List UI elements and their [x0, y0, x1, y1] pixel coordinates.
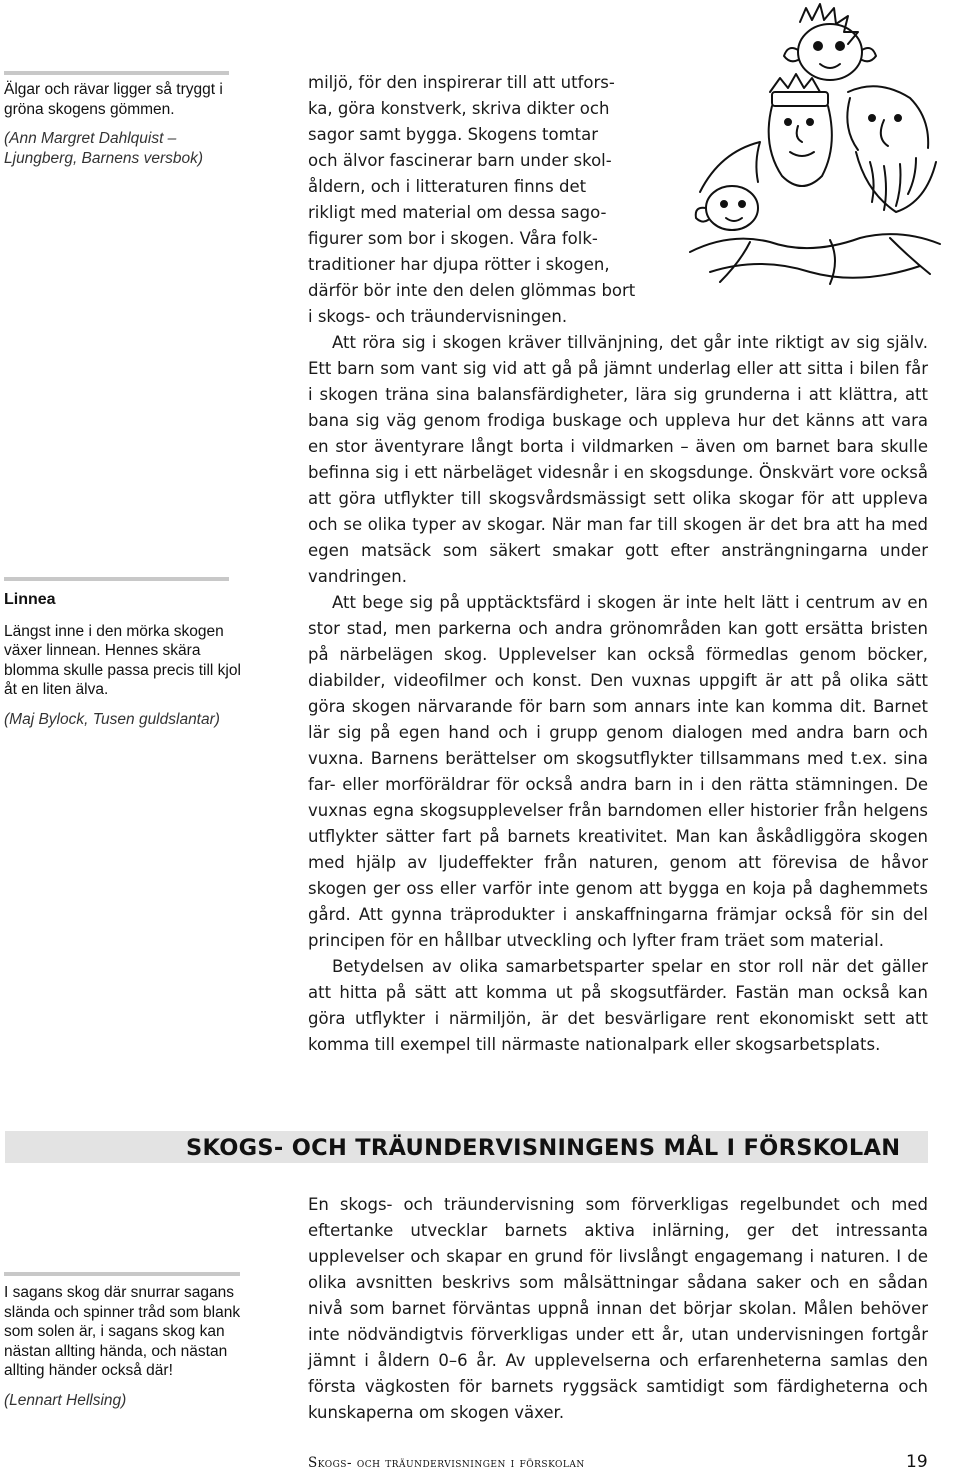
sidebar-top-quote-block: [4, 80, 236, 168]
section-body: [308, 1192, 928, 1426]
sidebar-bottom-quote: I sagans skog där snurrar sagans slända och spinner tråd som blank som solen är, i sagans skog kan nästan allting hända, och nästan allting händer också där!: [4, 1284, 241, 1379]
sidebar-linnea-attribution: (Maj Bylock, Tusen guldslantar): [4, 710, 220, 728]
running-title-text: Skogs- och träundervisningen i förskolan: [308, 1455, 585, 1471]
sidebar-bottom-rule: [4, 1272, 240, 1276]
sidebar-top-attribution: (Ann Margret Dahlquist – Ljungberg, Barnens versbok): [4, 130, 204, 167]
paragraph-2: Att röra sig i skogen kräver tillvänjning, det går inte riktigt av sig själv. Ett barn som vant sig vid att gå på jämnt underlag eller att sitta i bilen får i skogen träna sina balansfärdigheter, lära sig grunderna i att klättra, att bana sig väg genom frodiga buskage och uppleva hur det känns att vara en stor äventyrare långt borta i vildmarken – även om barnet bara skulle befinna sig i ett närbeläget videsnår i en skogsdunge. Önskvärt vore också att göra utflykter till skogsvårdsmässigt sett olika skogar för att uppleva och se olika typer av skogar. När man far till skogen är det bra att ha med egen matsäck som säkert smakar gott efter ansträngningarna under vandringen.: [308, 333, 928, 586]
sidebar-bottom-attribution: (Lennart Hellsing): [4, 1391, 127, 1409]
sidebar-bottom-quote-block: [4, 1283, 256, 1410]
intro-paragraph: [308, 70, 928, 330]
intro-line: figurer som bor i skogen. Våra folk-: [308, 229, 598, 248]
section-paragraph: En skogs- och träundervisning som förverkligas regelbundet och med eftertanke utvecklar barnets aktiva inlärning, ger det intressanta upplevelser och skapar en grund för livslångt engagemang i naturen. I de olika avsnitten beskrivs som målsättningar sådana saker och en sådan nivå som barnet förväntas uppnå innan det börjar skolan. Målen behöver inte nödvändigtvis förverkligas under ett år, utan undervisningen fortgår jämnt i åldern 0–6 år. Av upplevelserna och erfarenheterna samlas den första vägkosten för barnets ryggsäck samtidigt som färdigheterna och kunskaperna om skogen växer.: [308, 1195, 928, 1422]
section-title: SKOGS- OCH TRÄUNDERVISNINGENS MÅL I FÖRSKOLAN: [186, 1135, 901, 1161]
paragraph-3: Att bege sig på upptäcktsfärd i skogen är inte helt lätt i centrum av en stor stad, men parkerna och andra grönområden kan gott ersätta bristen på närbelägen skog. Upplevelser kan också förmedlas genom böcker, diabilder, videofilmer och konst. Den vuxnas uppgift är att på olika sätt göra skogen närvarande för barn som annars inte kan komma dit. Barnet lär sig på egen hand och i grupp genom dialogen med andra barn och vuxna. Barnens berättelser om skogsutflykter tillsammans med t.ex. sina far- eller morföräldrar för också andra barn in i den rätta stämningen. De vuxnas egna skogsupplevelser från barndomen eller historier från helgens utflykter sätter fart på barnets kreativitet. Man kan åskådliggöra skogen med hjälp av ljudeffekter från naturen, genom att förevisa de håvor skogen ger oss eller varför inte genom att bygga en koja på daghemmets gård. Att gynna träprodukter i anskaffningarna främjar också för sin del principen för en hållbar utveckling och lyfter fram träet som material.: [308, 593, 928, 950]
intro-line: i skogs- och träundervisningen.: [308, 307, 568, 326]
main-article-text: [308, 70, 928, 1058]
sidebar-top-quote: Älgar och rävar ligger så tryggt i gröna skogens gömmen.: [4, 81, 223, 118]
intro-line: ka, göra konstverk, skriva dikter och: [308, 99, 610, 118]
intro-line: åldern, och i litteraturen finns det: [308, 177, 587, 196]
intro-line: traditioner har djupa rötter i skogen,: [308, 255, 610, 274]
intro-line: rikligt med material om dessa sago-: [308, 203, 607, 222]
intro-line: därför bör inte den delen glömmas bort: [308, 281, 636, 300]
sidebar-linnea-quote: Längst inne i den mörka skogen växer linnean. Hennes skära blomma skulle passa precis till kjol åt en liten älva.: [4, 622, 241, 698]
intro-line: och älvor fascinerar barn under skol-: [308, 151, 612, 170]
intro-line: miljö, för den inspirerar till att utfors-: [308, 73, 615, 92]
sidebar-top-rule: [4, 71, 229, 75]
paragraph-4: Betydelsen av olika samarbetsparter spelar en stor roll när det gäller att hitta på sätt att komma ut på skogsutfärder. Fastän man också kan göra utflykter i närmiljön, är det besvärligare rent ekonomiskt sett att komma till exempel till närmaste nationalpark eller skogsarbetsplats.: [308, 957, 928, 1054]
sidebar-linnea-rule: [4, 577, 229, 581]
intro-line: sagor samt bygga. Skogens tomtar: [308, 125, 599, 144]
footer-running-title: [308, 1455, 585, 1471]
page-number: 19: [906, 1452, 928, 1472]
sidebar-linnea-heading: Linnea: [4, 591, 56, 608]
sidebar-linnea-block: [4, 590, 254, 729]
